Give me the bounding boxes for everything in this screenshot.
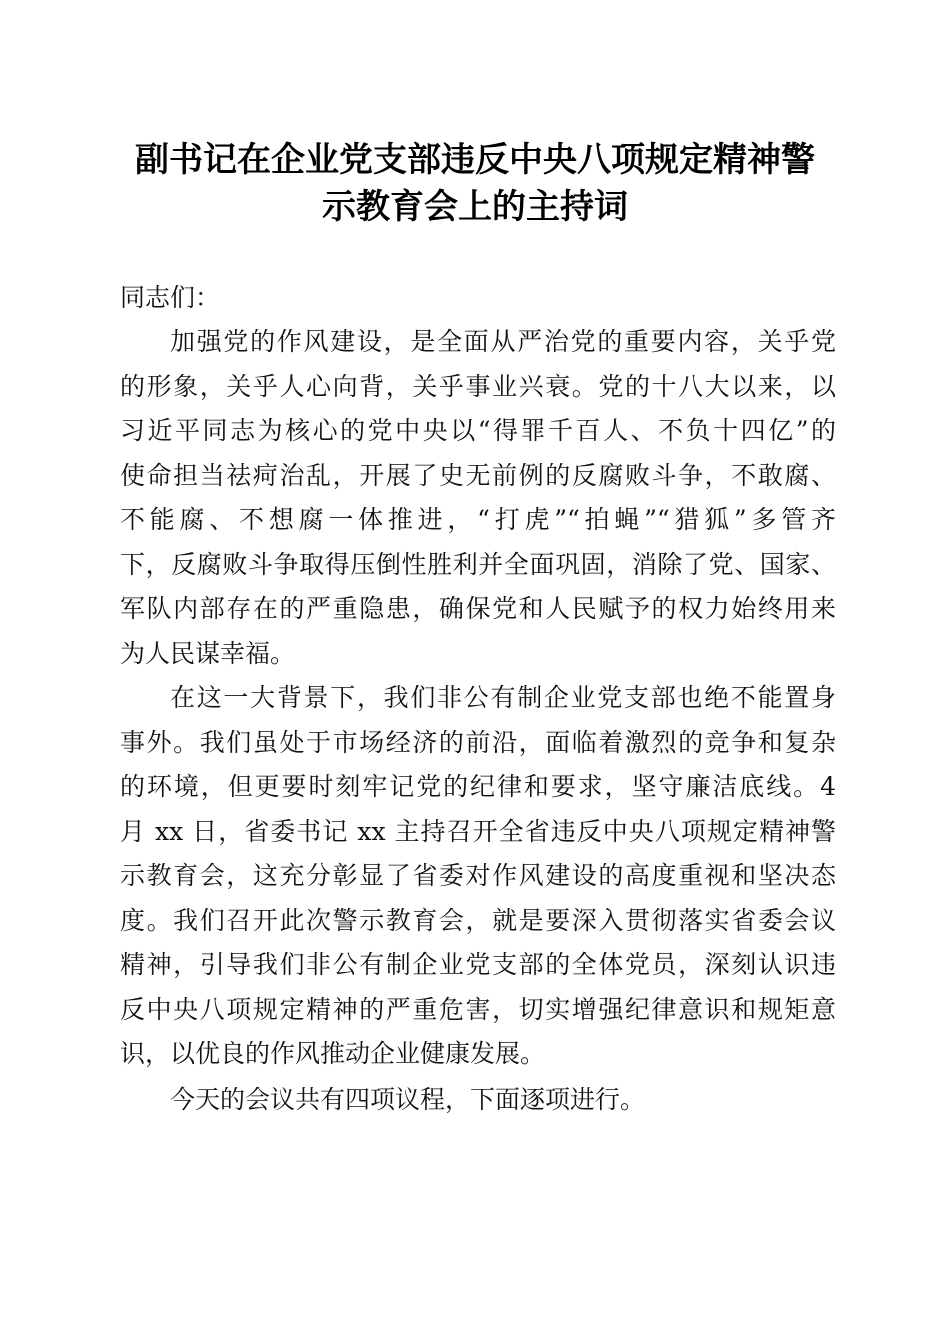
- paragraph-line: 月 xx 日，省委书记 xx 主持召开全省违反中央八项规定精神警: [120, 816, 836, 846]
- document-title-line-1: 副书记在企业党支部违反中央八项规定精神警: [135, 140, 815, 180]
- document-title-line-2: 示教育会上的主持词: [322, 187, 628, 227]
- paragraph-line: 使命担当祛疴治乱，开展了史无前例的反腐败斗争，不敢腐、: [120, 460, 836, 490]
- paragraph-line: 精神，引导我们非公有制企业党支部的全体党员，深刻认识违: [120, 950, 836, 979]
- paragraph-line: 识，以优良的作风推动企业健康发展。: [120, 1039, 546, 1068]
- paragraph-line: 习近平同志为核心的党中央以“得罪千百人、不负十四亿”的: [120, 416, 836, 445]
- paragraph-line: 下，反腐败斗争取得压倒性胜利并全面巩固，消除了党、国家、: [120, 549, 836, 579]
- paragraph-line: 不能腐、不想腐一体推进，“打虎”“拍蝇”“猎狐”多管齐: [120, 505, 836, 534]
- paragraph-line: 加强党的作风建设，是全面从严治党的重要内容，关乎党: [170, 327, 836, 356]
- paragraph-3: [120, 1078, 836, 1123]
- paragraph-line: 军队内部存在的严重隐患，确保党和人民赋予的权力始终用来: [120, 594, 836, 623]
- paragraph-line: 在这一大背景下，我们非公有制企业党支部也绝不能置身: [170, 683, 836, 712]
- paragraph-line: 示教育会，这充分彰显了省委对作风建设的高度重视和坚决态: [120, 861, 836, 890]
- paragraph-line: 事外。我们虽处于市场经济的前沿，面临着激烈的竞争和复杂: [120, 727, 836, 757]
- paragraph-line: 今天的会议共有四项议程，下面逐项进行。: [170, 1085, 646, 1114]
- paragraph-line: 的形象，关乎人心向背，关乎事业兴衰。党的十八大以来，以: [120, 371, 836, 401]
- paragraph-line: 为人民谋幸福。: [120, 638, 296, 668]
- paragraph-2: [120, 676, 836, 1077]
- paragraph-line: 度。我们召开此次警示教育会，就是要深入贯彻落实省委会议: [120, 905, 836, 935]
- salutation: 同志们：: [120, 283, 221, 312]
- paragraph-line: 的环境，但更要时刻牢记党的纪律和要求，坚守廉洁底线。4: [120, 772, 836, 801]
- paragraph-line: 反中央八项规定精神的严重危害，切实增强纪律意识和规矩意: [120, 994, 836, 1024]
- paragraph-1: [120, 320, 836, 676]
